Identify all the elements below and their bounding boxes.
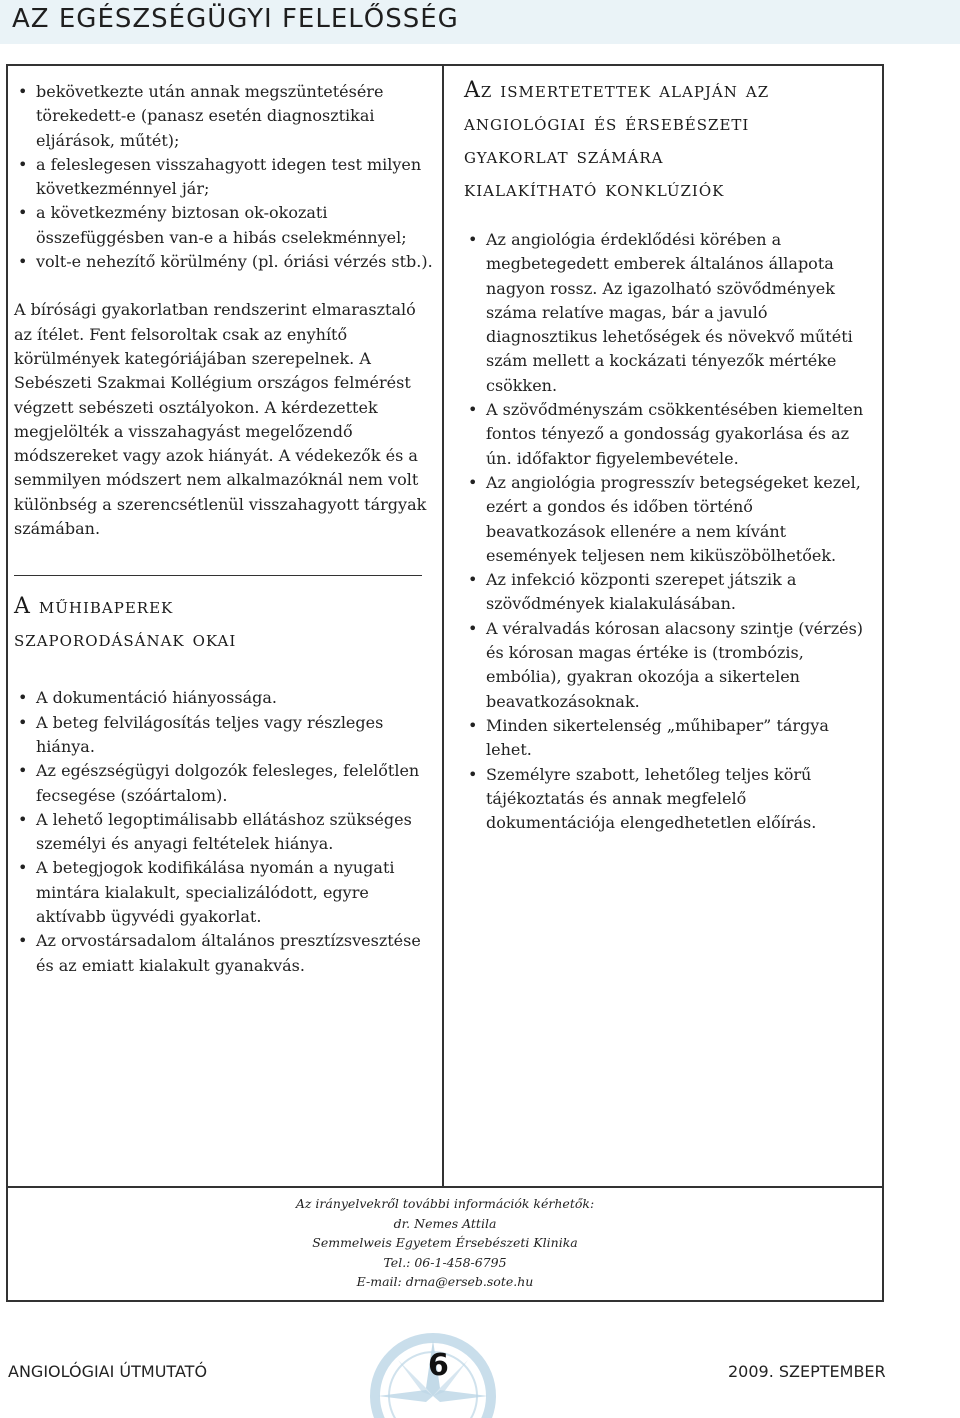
- conclusions-heading-line: angiológiai és érsebészeti: [464, 111, 750, 136]
- section-rule: [14, 575, 422, 576]
- page-title: AZ EGÉSZSÉGÜGYI FELELŐSSÉG: [12, 4, 459, 34]
- list-item: • a következmény biztosan ok-okozati összefüggésben van-e a hibás cselekménnyel;: [14, 201, 434, 250]
- list-item: • A beteg felvilágosítás teljes vagy részleges hiánya.: [14, 711, 434, 760]
- section-heading-line: A műhibaperek: [14, 594, 174, 620]
- court-practice-paragraph: A bírósági gyakorlatban rendszerint elmarasztaló az ítélet. Fent felsoroltak csak az enyhítő körülmények kategóriájában szerepelnek. A Sebészeti Szakmai Kollégium országos felmérést végzett sebészeti osztályokon. A kérdezettek megjelölték a visszahagyást megelőzendő módszereket vagy azok hiányát. A védekezők és a semmilyen módszert nem alkalmazóknál nem volt különbség a szerencsétlenül visszahagyott tárgyak számában.: [14, 300, 427, 539]
- list-item: • A lehető legoptimálisabb ellátáshoz szükséges személyi és anyagi feltételek hiánya.: [14, 808, 434, 857]
- list-item: • A véralvadás kórosan alacsony szintje (vérzés) és kórosan magas értéke is (trombózis, embólia), gyakran okozója a sikertelen beavatkozásoknak.: [464, 617, 872, 714]
- list-item: • Az angiológia progresszív betegségeket kezel, ezért a gondos és időben történő beavatkozások ellenére a nem kívánt események teljesen nem kiküszöbölhetőek.: [464, 471, 872, 568]
- page-header-band: [0, 0, 960, 44]
- page-number: 6: [428, 1348, 449, 1383]
- list-item: • Az egészségügyi dolgozók felesleges, felelőtlen fecsegése (szóártalom).: [14, 759, 434, 808]
- conclusions-list: [464, 228, 872, 835]
- section-heading-line: szaporodásának okai: [14, 627, 237, 653]
- list-item: • A betegjogok kodifikálása nyomán a nyugati mintára kialakult, specializálódott, egyre aktívabb ügyvédi gyakorlat.: [14, 856, 434, 929]
- list-item: • Minden sikertelenség „műhibaper” tárgya lehet.: [464, 714, 872, 763]
- publication-date: 2009. SZEPTEMBER: [728, 1362, 886, 1381]
- list-item: • Az angiológia érdeklődési körében a megbetegedett emberek általános állapota nagyon rossz. Az igazolható szövődmények száma relatíve magas, bár a javuló diagnosztikus lehetőségek és növekvő műtéti szám mellett a kockázati tényezők mértéke csökken.: [464, 228, 872, 398]
- conclusions-heading: [464, 74, 872, 206]
- contact-name: dr. Nemes Attila: [393, 1215, 497, 1231]
- left-column: [14, 74, 434, 978]
- list-item: • Az infekció központi szerepet játszik a szövődmények kialakulásában.: [464, 568, 872, 617]
- contact-info: [6, 1194, 884, 1292]
- section-heading: [14, 590, 434, 656]
- right-column: [464, 74, 872, 835]
- list-item: • volt-e nehezítő körülmény (pl. óriási vérzés stb.).: [14, 250, 434, 274]
- list-item: • Személyre szabott, lehetőleg teljes körű tájékoztatás és annak megfelelő dokumentációja elengedhetetlen előírás.: [464, 763, 872, 836]
- list-item: • A szövődményszám csökkentésében kiemelten fontos tényező a gondosság gyakorlása és az ún. időfaktor figyelembevétele.: [464, 398, 872, 471]
- list-item: • Az orvostársadalom általános presztízsvesztése és az emiatt kialakult gyanakvás.: [14, 929, 434, 978]
- criteria-list: [14, 80, 434, 274]
- list-item: • bekövetkezte után annak megszüntetésére törekedett-e (panasz esetén diagnosztikai eljárások, műtét);: [14, 80, 434, 153]
- contact-email: E-mail: drna@erseb.sote.hu: [356, 1274, 534, 1289]
- contact-institution: Semmelweis Egyetem Érsebészeti Klinika: [312, 1235, 578, 1250]
- list-item: • a feleslegesen visszahagyott idegen test milyen következménnyel jár;: [14, 153, 434, 202]
- causes-list: [14, 686, 434, 978]
- contact-intro: Az irányelvekről további információk kérhetők:: [295, 1196, 595, 1211]
- contact-divider: [6, 1186, 884, 1188]
- publication-title: ANGIOLÓGIAI ÚTMUTATÓ: [8, 1362, 208, 1381]
- list-item: • A dokumentáció hiányossága.: [14, 686, 434, 710]
- conclusions-heading-line: Az ismertetettek alapján az: [464, 78, 770, 103]
- conclusions-heading-line: gyakorlat számára: [464, 144, 664, 169]
- contact-phone: Tel.: 06-1-458-6795: [383, 1254, 507, 1270]
- conclusions-heading-line: kialakítható konklúziók: [464, 177, 725, 202]
